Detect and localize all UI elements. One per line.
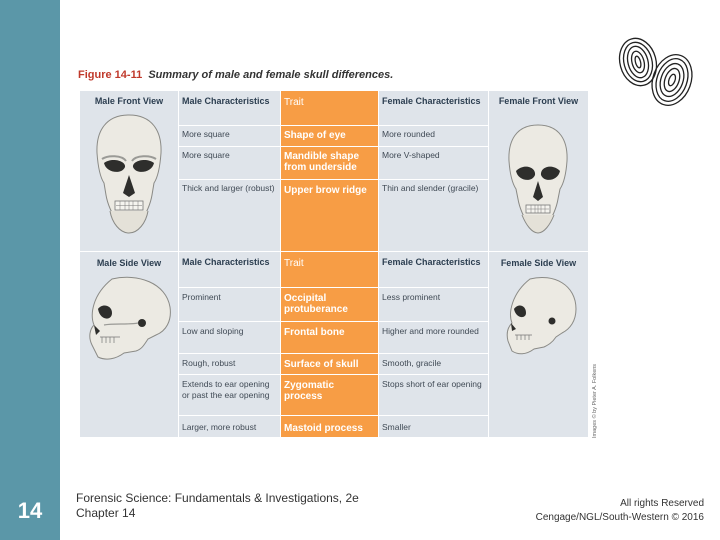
- table-cell-trait: Upper brow ridge: [284, 185, 367, 196]
- grid-line: [178, 415, 488, 416]
- course-footer: [76, 491, 359, 521]
- figure-caption: Summary of male and female skull differences.: [148, 69, 394, 81]
- male-characteristics-header: Male Characteristics: [182, 96, 270, 106]
- slide-number: 14: [17, 498, 43, 523]
- table-cell-male: Larger, more robust: [182, 422, 257, 432]
- table-cell-female: Thin and slender (gracile): [382, 183, 479, 193]
- section-divider: [80, 251, 588, 252]
- female-front-view-label: Female Front View: [498, 96, 579, 106]
- table-cell-male: Thick and larger (robust): [182, 183, 275, 193]
- figure-label: Figure 14-11: [78, 69, 143, 81]
- grid-line: [178, 321, 488, 322]
- image-credit-text: Images © by Pieter A. Folkens: [592, 363, 598, 438]
- table-cell-trait: Frontal bone: [284, 327, 345, 338]
- figure-title: [78, 69, 393, 81]
- female-side-skull-image: [500, 273, 580, 359]
- table-cell-female: More V-shaped: [382, 150, 440, 160]
- male-side-view-label: Male Side View: [96, 258, 162, 268]
- table-cell-male: Prominent: [182, 292, 221, 302]
- course-title: Forensic Science: Fundamentals & Investigations, 2e: [76, 491, 359, 505]
- grid-line: [178, 374, 488, 375]
- chapter-label: Chapter 14: [76, 506, 136, 520]
- male-characteristics-header: Male Characteristics: [182, 257, 270, 267]
- female-front-skull-image: [498, 121, 578, 239]
- skull-comparison-table: [80, 91, 588, 437]
- slide-sidebar: [0, 0, 60, 540]
- table-cell-trait: Zygomatic process: [284, 380, 335, 402]
- female-side-view-label: Female Side View: [500, 258, 577, 268]
- table-cell-trait: Mandible shape from underside: [284, 151, 360, 173]
- table-cell-trait: Mastoid process: [284, 423, 363, 434]
- table-cell-male: Low and sloping: [182, 326, 244, 336]
- table-cell-male: More square: [182, 150, 230, 160]
- fingerprint-icon: [612, 22, 702, 122]
- table-cell-female: Stops short of ear opening: [382, 379, 482, 389]
- table-cell-male: More square: [182, 129, 230, 139]
- grid-line: [178, 353, 488, 354]
- male-front-skull-image: [88, 111, 170, 239]
- trait-header: Trait: [284, 97, 304, 108]
- publisher-text: Cengage/NGL/South-Western © 2016: [535, 512, 704, 523]
- table-cell-female: Less prominent: [382, 292, 441, 302]
- table-cell-trait: Surface of skull: [284, 359, 359, 370]
- male-front-view-label: Male Front View: [94, 96, 164, 106]
- rights-text: All rights Reserved: [620, 498, 704, 509]
- image-credit: [592, 350, 602, 440]
- table-cell-male: Rough, robust: [182, 358, 236, 368]
- table-cell-trait: Shape of eye: [284, 130, 346, 141]
- table-cell-female: Smaller: [382, 422, 411, 432]
- table-cell-female: Higher and more rounded: [382, 326, 479, 336]
- male-side-skull-image: [84, 273, 176, 363]
- table-cell-female: More rounded: [382, 129, 435, 139]
- table-cell-male: Extends to ear opening or past the ear opening: [182, 379, 270, 400]
- trait-header: Trait: [284, 258, 304, 269]
- copyright-footer: [536, 497, 704, 525]
- table-cell-female: Smooth, gracile: [382, 358, 442, 368]
- female-characteristics-header: Female Characteristics: [382, 96, 481, 106]
- grid-line: [178, 287, 488, 288]
- female-characteristics-header: Female Characteristics: [382, 257, 481, 267]
- table-cell-trait: Occipital protuberance: [284, 293, 348, 315]
